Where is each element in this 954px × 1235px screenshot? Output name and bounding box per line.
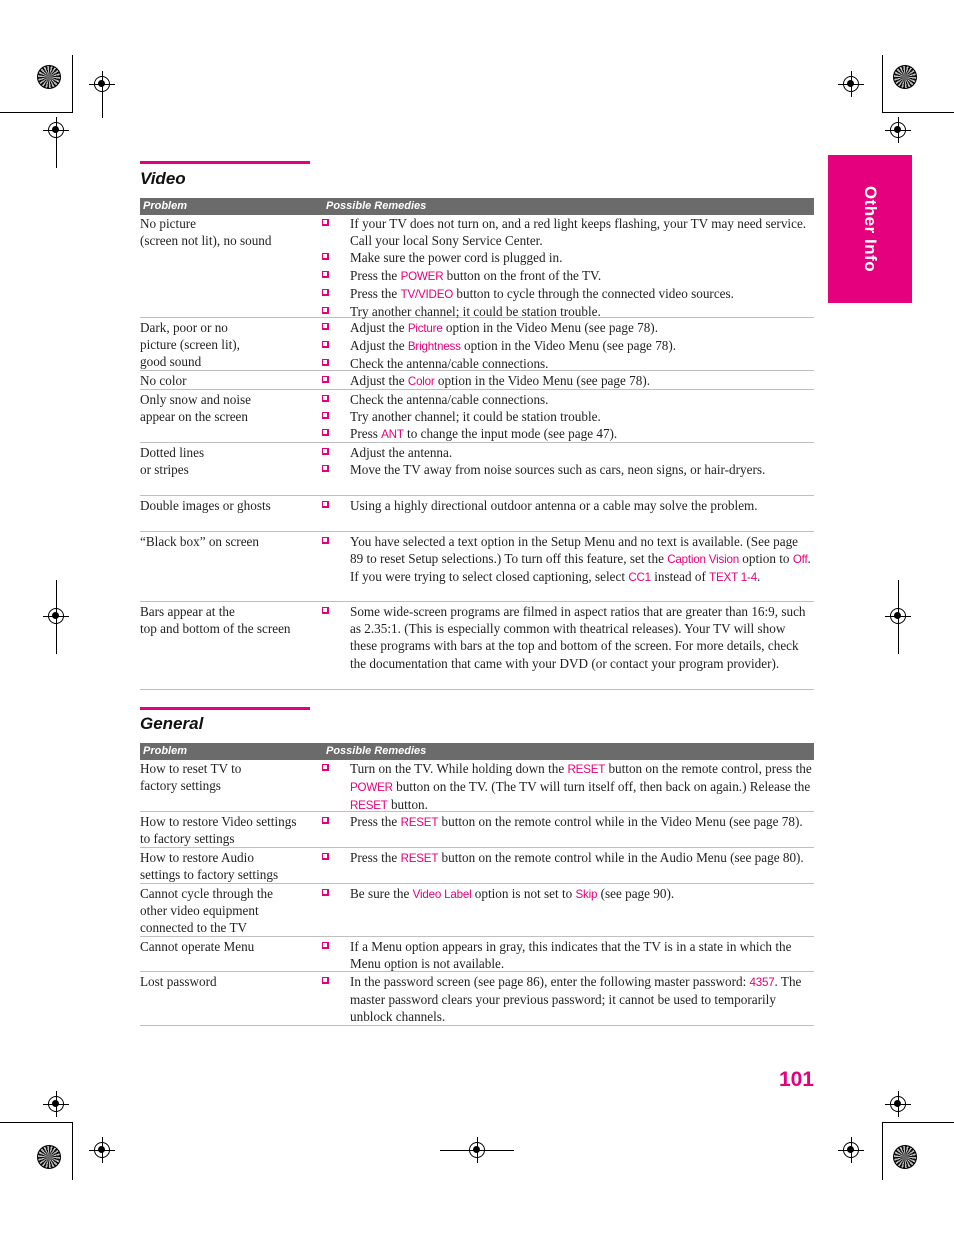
remedy-item bbox=[322, 760, 814, 815]
remedy-text: option in the Video Menu (see page 78). bbox=[434, 373, 651, 388]
button-label-keyword: TV/VIDEO bbox=[400, 287, 454, 301]
button-label-keyword: Skip bbox=[575, 888, 598, 901]
remedies-cell bbox=[322, 813, 814, 831]
remedy-item bbox=[322, 603, 814, 672]
problem-cell bbox=[140, 973, 322, 990]
checkbox-bullet-icon bbox=[322, 889, 329, 896]
problem-cell bbox=[140, 533, 322, 550]
remedy-text: Make sure the power cord is plugged in. bbox=[350, 250, 563, 266]
remedies-cell bbox=[322, 533, 814, 587]
problem-cell bbox=[140, 603, 322, 637]
table-header bbox=[140, 743, 814, 760]
registration-star-icon bbox=[893, 65, 917, 89]
checkbox-bullet-icon bbox=[322, 817, 329, 824]
section-rule bbox=[140, 161, 310, 164]
problem-text: Lost password bbox=[140, 974, 217, 989]
problem-text: How to restore Audio bbox=[140, 850, 254, 865]
problem-cell bbox=[140, 760, 322, 794]
remedy-item bbox=[322, 533, 814, 587]
remedy-text: Check the antenna/cable connections. bbox=[350, 392, 549, 407]
button-label-keyword: Video Label bbox=[412, 888, 472, 901]
remedies-cell bbox=[322, 497, 814, 514]
remedy-item bbox=[322, 355, 814, 372]
registration-target-icon bbox=[890, 122, 906, 138]
table-row bbox=[140, 391, 814, 443]
problem-text: or stripes bbox=[140, 462, 189, 478]
page-number: 101 bbox=[778, 1068, 814, 1091]
remedy-item bbox=[322, 391, 814, 408]
button-label-keyword: POWER bbox=[350, 781, 393, 795]
column-header-remedies: Possible Remedies bbox=[326, 745, 427, 757]
remedy-text: button on the remote control while in the Audio Menu (see page 80). bbox=[438, 850, 804, 865]
table-row bbox=[140, 444, 814, 496]
remedy-text: option in the Video Menu (see page 78). bbox=[460, 338, 677, 354]
remedies-cell bbox=[322, 215, 814, 320]
table-row bbox=[140, 813, 814, 848]
remedy-text: Press bbox=[350, 426, 382, 442]
checkbox-bullet-icon bbox=[322, 271, 329, 278]
section-title-general: General bbox=[140, 714, 204, 733]
remedy-text: In the password screen (see page 86), enter the following master password: bbox=[350, 974, 750, 989]
checkbox-bullet-icon bbox=[322, 764, 329, 771]
table-row bbox=[140, 533, 814, 602]
remedy-text: . The master password clears your previous password; it cannot be used to temporarily unblock channels. bbox=[350, 974, 802, 1025]
remedy-text: option in the Video Menu (see page 78). bbox=[442, 320, 658, 335]
button-label-keyword: Caption Vision bbox=[667, 553, 739, 567]
registration-star-icon bbox=[893, 1145, 917, 1169]
registration-target-icon bbox=[94, 1142, 110, 1158]
remedy-text: Try another channel; it could be station trouble. bbox=[350, 304, 601, 320]
table-header bbox=[140, 198, 814, 215]
problem-text: Dark, poor or no bbox=[140, 320, 228, 335]
remedy-text: button on the TV. (The TV will turn itself off, then back on again.) Release the bbox=[392, 779, 811, 795]
problem-cell bbox=[140, 319, 322, 371]
remedy-text: Adjust the bbox=[350, 373, 408, 388]
remedy-text: Adjust the antenna. bbox=[350, 445, 453, 460]
problem-cell bbox=[140, 885, 322, 937]
remedy-text: Some wide-screen programs are filmed in aspect ratios that are greater than 16:9, such as 2.35:1. (This is especially common with theatrical releases). Your TV will show these programs with bars at the top and bottom of the screen. For more details, check the documentation that came with your DVD (or contact your program provider). bbox=[350, 604, 806, 671]
checkbox-bullet-icon bbox=[322, 429, 329, 436]
problem-text: appear on the screen bbox=[140, 409, 249, 425]
button-label-keyword: Brightness bbox=[407, 340, 461, 354]
remedy-text: Using a highly directional outdoor antenna or a cable may solve the problem. bbox=[350, 498, 758, 513]
table-row bbox=[140, 938, 814, 972]
remedy-item bbox=[322, 444, 814, 461]
problem-cell bbox=[140, 813, 322, 847]
section-title-video: Video bbox=[140, 169, 186, 188]
table-row bbox=[140, 885, 814, 937]
registration-target-icon bbox=[48, 122, 64, 138]
problem-cell bbox=[140, 849, 322, 883]
problem-text: No picture bbox=[140, 216, 197, 231]
button-label-keyword: 4357 bbox=[749, 976, 775, 989]
problem-text: Cannot operate Menu bbox=[140, 939, 255, 954]
column-header-problem: Problem bbox=[143, 200, 188, 212]
remedy-text: button on the front of the TV. bbox=[443, 267, 602, 283]
column-header-remedies: Possible Remedies bbox=[326, 200, 427, 212]
remedy-text: instead of bbox=[650, 569, 710, 585]
remedy-text: Move the TV away from noise sources such as cars, neon signs, or hair-dryers. bbox=[350, 462, 766, 478]
remedy-item bbox=[322, 497, 814, 514]
problem-text: other video equipment bbox=[140, 903, 259, 919]
remedy-item bbox=[322, 215, 814, 249]
remedy-item bbox=[322, 938, 814, 972]
remedies-cell bbox=[322, 372, 814, 390]
registration-target-icon bbox=[48, 1096, 64, 1112]
problem-text: top and bottom of the screen bbox=[140, 621, 291, 637]
remedy-item bbox=[322, 973, 814, 1026]
remedy-item bbox=[322, 425, 814, 443]
problem-cell bbox=[140, 444, 322, 478]
button-label-keyword: CC1 bbox=[628, 571, 651, 585]
remedy-text: (see page 90). bbox=[597, 886, 675, 901]
checkbox-bullet-icon bbox=[322, 307, 329, 314]
problem-text: How to reset TV to bbox=[140, 761, 242, 776]
checkbox-bullet-icon bbox=[322, 289, 329, 296]
remedy-text: Turn on the TV. While holding down the bbox=[350, 761, 568, 776]
problem-cell bbox=[140, 372, 322, 389]
problem-text: Bars appear at the bbox=[140, 604, 235, 619]
button-label-keyword: Color bbox=[407, 375, 435, 388]
problem-text: No color bbox=[140, 373, 187, 388]
problem-text: good sound bbox=[140, 354, 202, 370]
problem-cell bbox=[140, 938, 322, 955]
button-label-keyword: POWER bbox=[400, 269, 444, 283]
checkbox-bullet-icon bbox=[322, 465, 329, 472]
problem-text: picture (screen lit), bbox=[140, 337, 240, 353]
remedy-text: option to bbox=[738, 551, 793, 567]
checkbox-bullet-icon bbox=[322, 501, 329, 508]
button-label-keyword: Off bbox=[792, 553, 808, 567]
remedy-item bbox=[322, 849, 814, 867]
checkbox-bullet-icon bbox=[322, 253, 329, 260]
remedy-item bbox=[322, 461, 814, 478]
remedy-text: button. bbox=[387, 797, 428, 813]
remedy-text: button to cycle through the connected video sources. bbox=[453, 285, 734, 301]
remedy-text: Check the antenna/cable connections. bbox=[350, 356, 549, 372]
checkbox-bullet-icon bbox=[322, 341, 329, 348]
remedies-cell bbox=[322, 849, 814, 867]
remedies-cell bbox=[322, 603, 814, 672]
checkbox-bullet-icon bbox=[322, 448, 329, 455]
problem-text: Dotted lines bbox=[140, 445, 205, 460]
problem-text: (screen not lit), no sound bbox=[140, 233, 272, 249]
remedy-text: Be sure the bbox=[350, 886, 413, 901]
problem-text: factory settings bbox=[140, 778, 221, 794]
problem-text: Cannot cycle through the bbox=[140, 886, 273, 901]
table-row bbox=[140, 497, 814, 532]
registration-star-icon bbox=[37, 65, 61, 89]
problem-cell bbox=[140, 497, 322, 514]
remedies-cell bbox=[322, 973, 814, 1026]
remedy-item bbox=[322, 337, 814, 355]
remedy-item bbox=[322, 285, 814, 303]
remedies-cell bbox=[322, 319, 814, 373]
remedy-text: . bbox=[756, 569, 761, 585]
remedy-item bbox=[322, 267, 814, 285]
remedy-text: Press the bbox=[350, 285, 401, 301]
remedy-text: . If you were trying to select closed captioning, select bbox=[350, 551, 811, 585]
remedy-item bbox=[322, 249, 814, 266]
remedies-cell bbox=[322, 760, 814, 815]
button-label-keyword: RESET bbox=[400, 816, 439, 829]
registration-star-icon bbox=[37, 1145, 61, 1169]
problem-text: settings to factory settings bbox=[140, 867, 279, 883]
button-label-keyword: RESET bbox=[350, 799, 388, 813]
remedies-cell bbox=[322, 938, 814, 972]
table-row bbox=[140, 760, 814, 812]
remedy-text: button on the remote control, press the bbox=[605, 761, 812, 776]
checkbox-bullet-icon bbox=[322, 376, 329, 383]
table-row bbox=[140, 849, 814, 884]
remedy-item bbox=[322, 408, 814, 425]
checkbox-bullet-icon bbox=[322, 853, 329, 860]
table-row bbox=[140, 372, 814, 390]
table-row bbox=[140, 319, 814, 371]
button-label-keyword: TEXT 1-4 bbox=[709, 571, 757, 585]
remedy-item bbox=[322, 319, 814, 337]
column-header-problem: Problem bbox=[143, 745, 188, 757]
registration-target-icon bbox=[94, 76, 110, 92]
table-row bbox=[140, 215, 814, 318]
checkbox-bullet-icon bbox=[322, 607, 329, 614]
problem-text: Only snow and noise bbox=[140, 392, 251, 407]
button-label-keyword: ANT bbox=[381, 428, 404, 442]
checkbox-bullet-icon bbox=[322, 537, 329, 544]
remedies-cell bbox=[322, 444, 814, 478]
remedy-item bbox=[322, 372, 814, 390]
remedy-item bbox=[322, 303, 814, 320]
remedy-text: Press the bbox=[350, 267, 401, 283]
remedies-cell bbox=[322, 885, 814, 903]
remedy-text: to change the input mode (see page 47). bbox=[403, 426, 618, 442]
registration-target-icon bbox=[890, 1096, 906, 1112]
checkbox-bullet-icon bbox=[322, 412, 329, 419]
remedy-item bbox=[322, 885, 814, 903]
problem-text: to factory settings bbox=[140, 831, 235, 847]
problem-cell bbox=[140, 215, 322, 249]
checkbox-bullet-icon bbox=[322, 219, 329, 226]
remedy-text: option is not set to bbox=[471, 886, 576, 901]
problem-text: connected to the TV bbox=[140, 920, 248, 936]
button-label-keyword: RESET bbox=[400, 852, 439, 865]
checkbox-bullet-icon bbox=[322, 359, 329, 366]
remedy-text: Adjust the bbox=[350, 338, 408, 354]
button-label-keyword: RESET bbox=[567, 763, 606, 776]
checkbox-bullet-icon bbox=[322, 323, 329, 330]
problem-cell bbox=[140, 391, 322, 425]
button-label-keyword: Picture bbox=[407, 322, 443, 335]
remedy-text: Adjust the bbox=[350, 320, 408, 335]
remedies-cell bbox=[322, 391, 814, 444]
remedy-text: button on the remote control while in the Video Menu (see page 78). bbox=[438, 814, 803, 829]
remedy-text: If a Menu option appears in gray, this indicates that the TV is in a state in which the Menu option is not available. bbox=[350, 939, 792, 972]
remedy-item bbox=[322, 813, 814, 831]
remedy-text: Try another channel; it could be station trouble. bbox=[350, 409, 601, 425]
problem-text: How to restore Video settings bbox=[140, 814, 297, 829]
registration-target-icon bbox=[843, 76, 859, 92]
remedy-text: If your TV does not turn on, and a red light keeps flashing, your TV may need service. Call your local Sony Service Center. bbox=[350, 216, 807, 249]
checkbox-bullet-icon bbox=[322, 942, 329, 949]
section-tab bbox=[828, 155, 912, 303]
table-row bbox=[140, 603, 814, 690]
section-tab-label: Other Info bbox=[861, 185, 880, 273]
registration-target-icon bbox=[843, 1142, 859, 1158]
table-row bbox=[140, 973, 814, 1026]
remedy-text: You have selected a text option in the Setup Menu and no text is available. (See page 89 to reset Setup selections.) To turn off this feature, set the bbox=[350, 534, 799, 567]
section-rule bbox=[140, 707, 310, 710]
problem-text: Double images or ghosts bbox=[140, 498, 271, 513]
checkbox-bullet-icon bbox=[322, 977, 329, 984]
remedy-text: Press the bbox=[350, 850, 401, 865]
problem-text: “Black box” on screen bbox=[140, 534, 260, 549]
remedy-text: Press the bbox=[350, 814, 401, 829]
checkbox-bullet-icon bbox=[322, 395, 329, 402]
